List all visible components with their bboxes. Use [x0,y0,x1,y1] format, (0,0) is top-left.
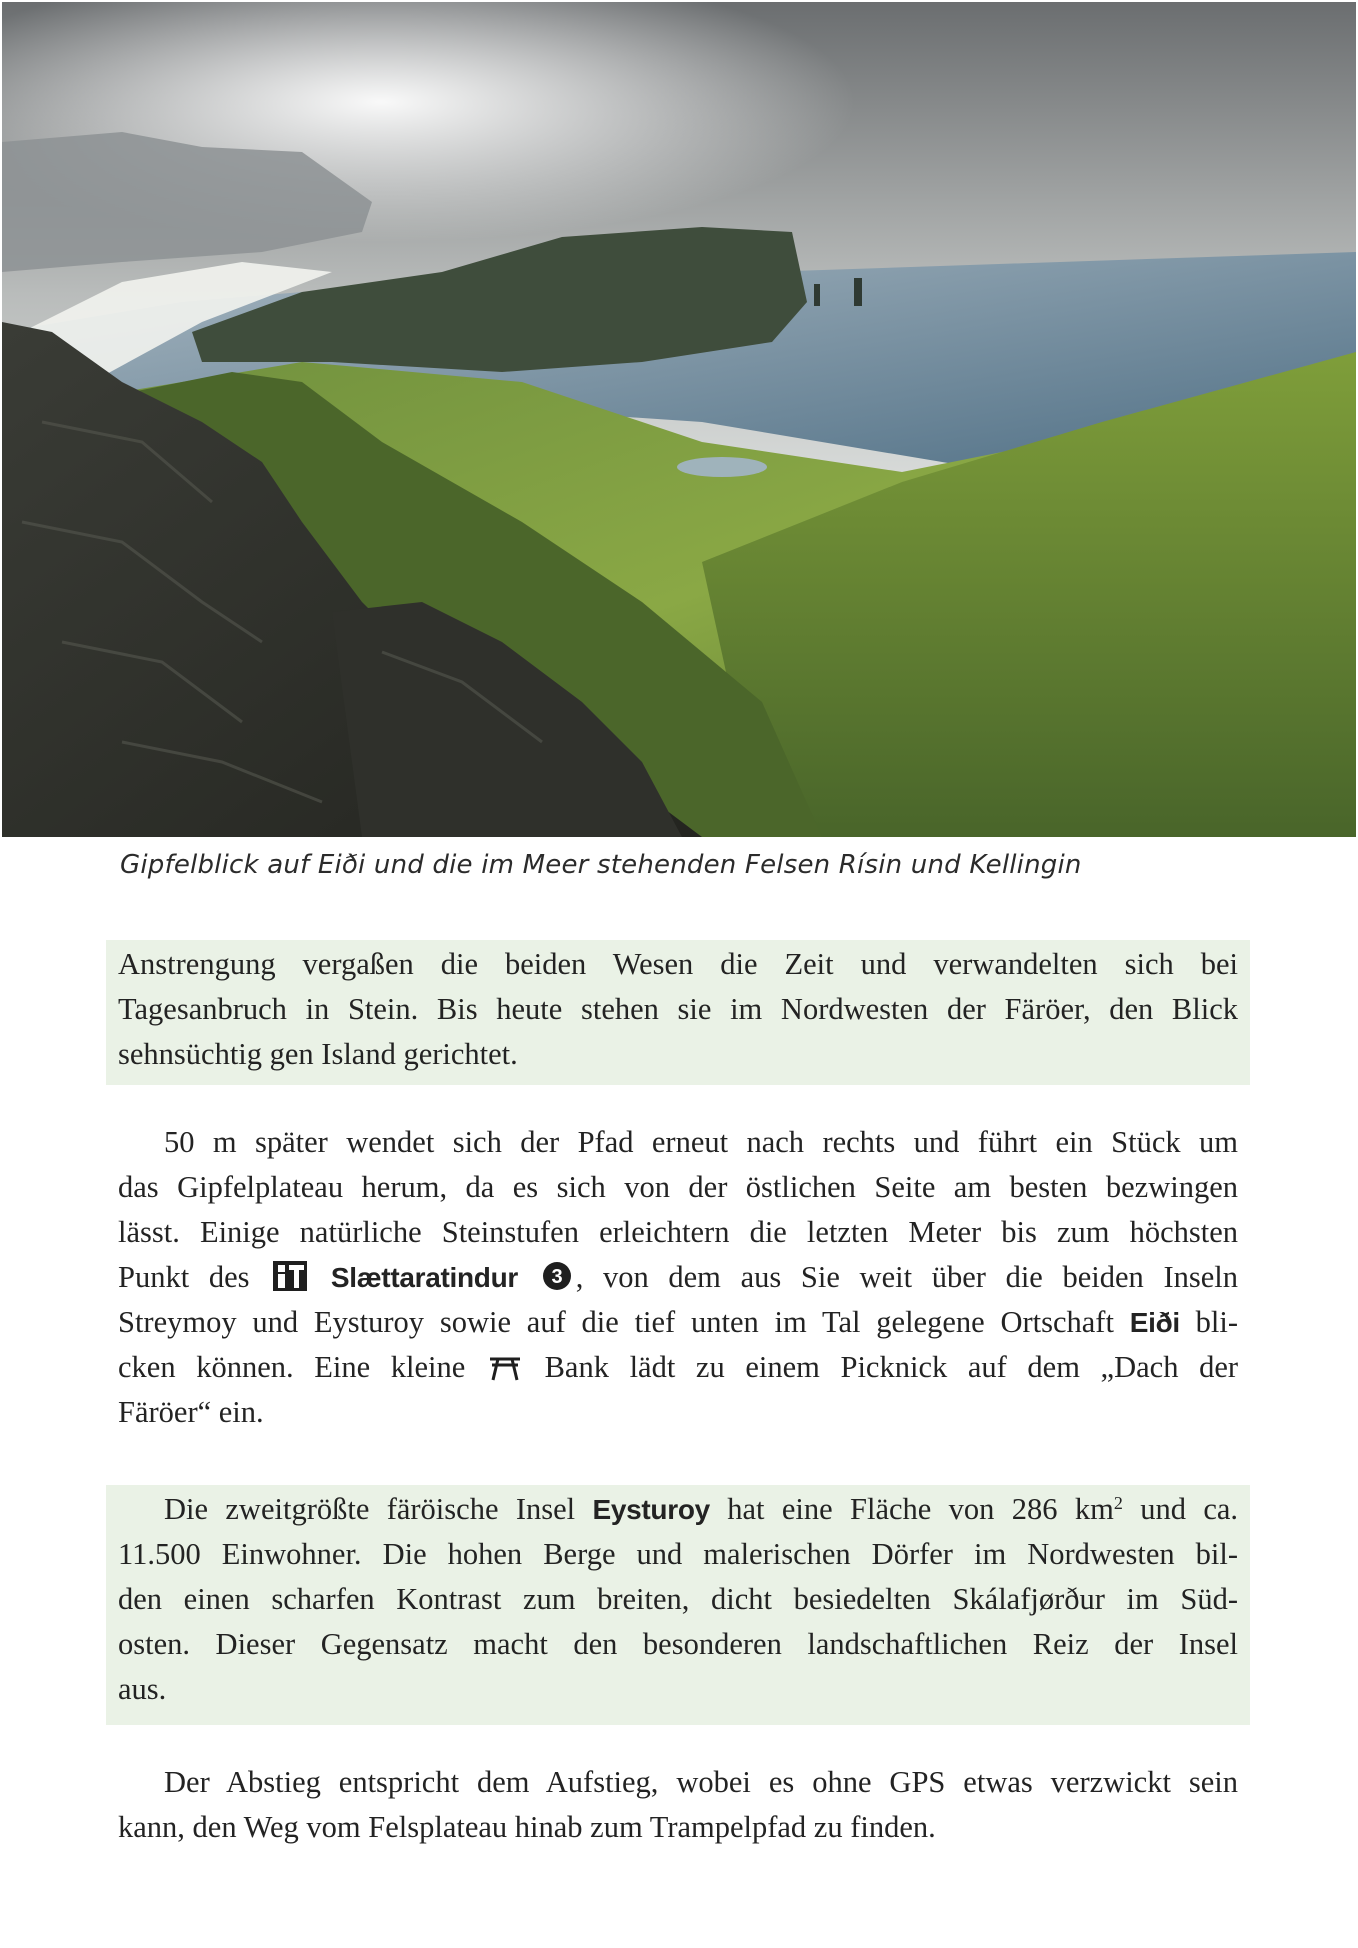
paragraph-3 [118,1485,1238,1712]
text-line: Der Abstieg entspricht dem Aufstieg, wobei es ohne GPS etwas verzwickt sein [164,1765,1238,1799]
picnic-bench-icon [490,1357,520,1381]
text-fragment: und ca. [1122,1492,1239,1526]
photo-illustration [2,2,1356,837]
text-fragment: bli- [1195,1305,1239,1339]
text-line: Anstrengung vergaßen die beiden Wesen die Zeit und verwandelten sich bei [118,947,1238,981]
superscript: 2 [1113,1493,1123,1513]
paragraph-1 [118,940,1238,1077]
landscape-photo [2,2,1356,837]
text-line: kann, den Weg vom Felsplateau hinab zum Trampelpfad zu finden. [118,1810,936,1844]
place-name-slaettaratindur: Slættaratindur [330,1262,519,1293]
paragraph-2 [118,1120,1238,1435]
text-fragment: Streymoy und Eysturoy sowie auf die tief unten im Tal gelegene Ortschaft [118,1305,1114,1339]
waypoint-number: 3 [551,1266,563,1288]
text-fragment: Die zweitgrößte färöische Insel [164,1492,576,1526]
text-line [118,1487,1238,1532]
paragraph-4 [118,1760,1238,1850]
legend-box-paragraph [106,940,1250,1085]
text-fragment: Punkt des [118,1260,250,1294]
text-line: sehnsüchtig gen Island gerichtet. [118,1037,518,1071]
place-name-eysturoy: Eysturoy [592,1494,710,1525]
text-fragment: cken können. Eine kleine [118,1350,466,1384]
waypoint-3-icon [542,1261,572,1291]
text-line: 50 m später wendet sich der Pfad erneut nach rechts und führt ein Stück um [164,1125,1238,1159]
descent-paragraph [106,1760,1250,1860]
text-fragment: , von dem aus Sie weit über die beiden Inseln [575,1260,1239,1294]
text-line [118,1255,1238,1300]
island-info-box [106,1485,1250,1725]
text-line: das Gipfelplateau herum, da es sich von der östlichen Seite am besten bezwingen [118,1170,1238,1204]
text-line: lässt. Einige natürliche Steinstufen erleichtern die letzten Meter bis zum höchsten [118,1215,1238,1249]
route-paragraph [106,1120,1250,1450]
photo-caption: Gipfelblick auf Eiði und die im Meer stehenden Felsen Rísin und Kellingin [120,850,1082,880]
text-line: 11.500 Einwohner. Die hohen Berge und malerischen Dörfer im Nordwesten bil- [118,1537,1238,1571]
text-line: aus. [118,1672,167,1706]
text-fragment: hat eine Fläche von 286 km [727,1492,1114,1526]
text-line: Färöer“ ein. [118,1395,264,1429]
text-fragment: Bank lädt zu einem Picknick auf dem „Dach der [544,1350,1239,1384]
text-line: den einen scharfen Kontrast zum breiten, dicht besiedelten Skálafjørður im Süd- [118,1582,1238,1616]
text-line: Tagesanbruch in Stein. Bis heute stehen sie im Nordwesten der Färöer, den Blick [118,992,1238,1026]
text-line [118,1300,1238,1345]
info-point-icon [273,1261,307,1291]
place-name-eidi: Eiði [1129,1307,1180,1338]
text-line: osten. Dieser Gegensatz macht den besonderen landschaftlichen Reiz der Insel [118,1627,1238,1661]
text-line [118,1345,1238,1390]
